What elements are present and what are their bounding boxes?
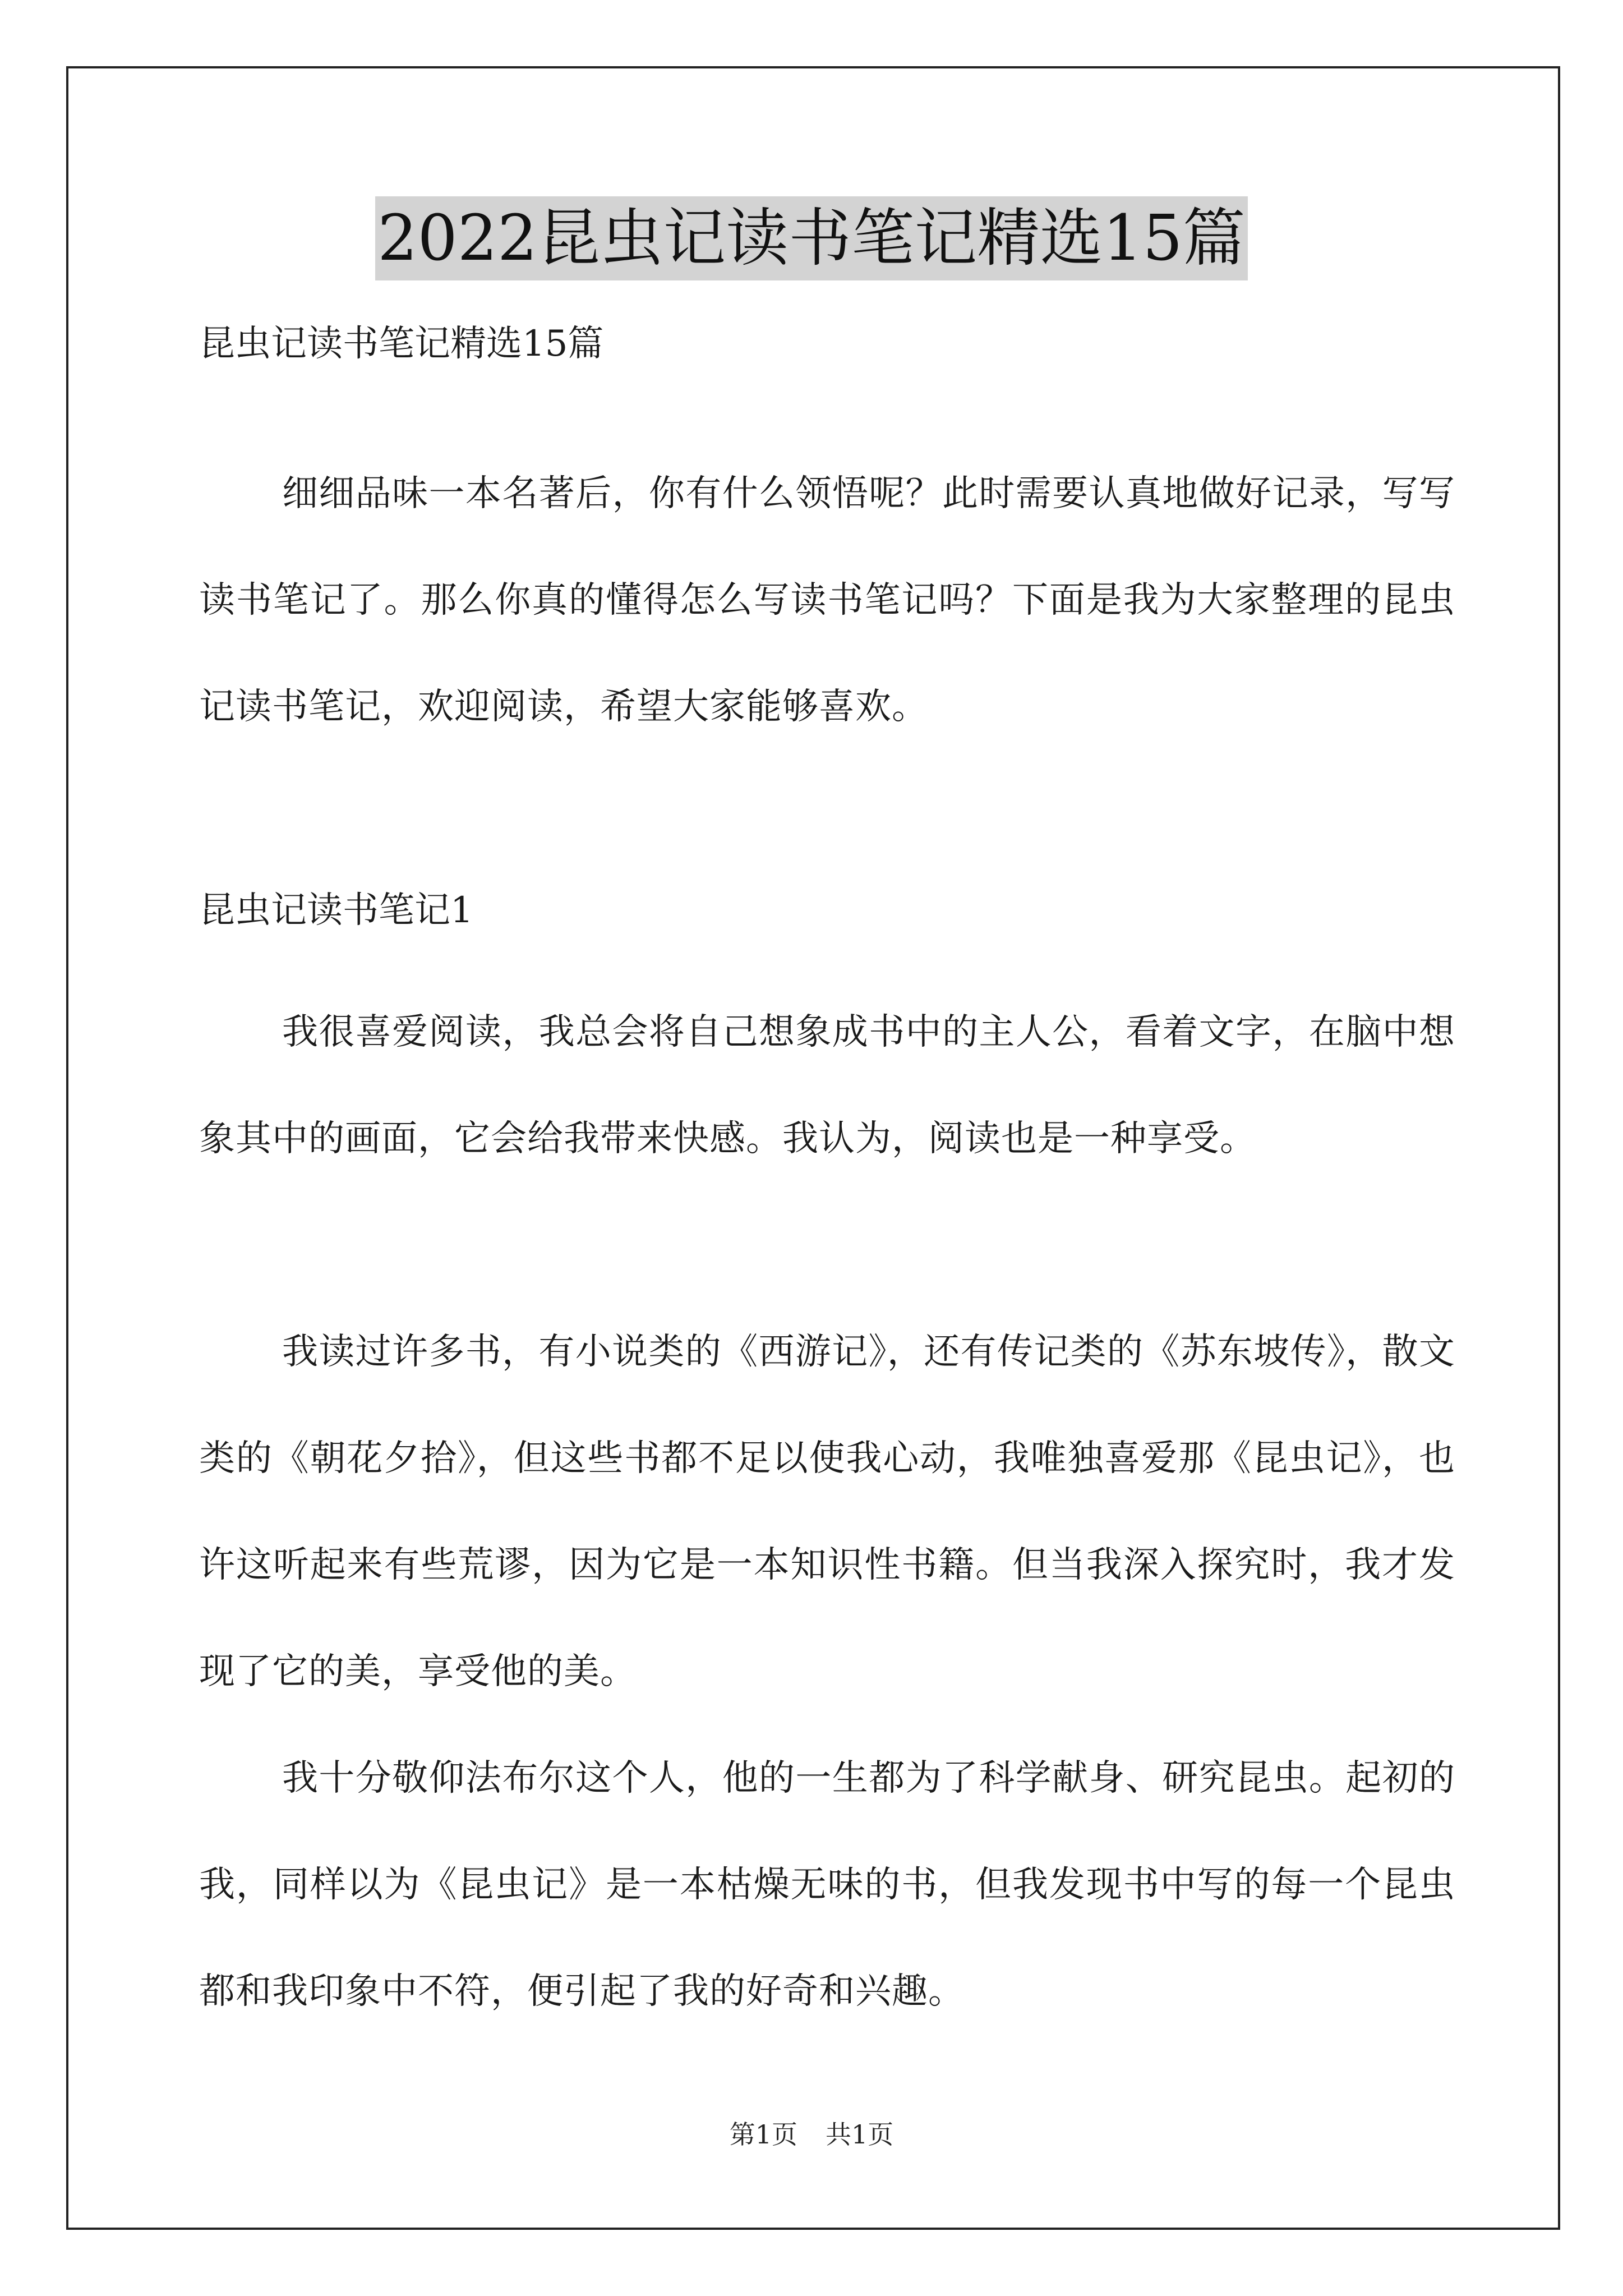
intro-paragraph: 细细品味一本名著后，你有什么领悟呢？此时需要认真地做好记录，写写读书笔记了。那么你真的懂得怎么写读书笔记吗？下面是我为大家整理的昆虫记读书笔记，欢迎阅读，希望大家能够喜欢。 — [199, 473, 1455, 728]
page-footer — [0, 2118, 1623, 2151]
page-total: 共1页 — [826, 2119, 894, 2150]
section-heading: 昆虫记读书笔记1 — [199, 890, 473, 931]
body-paragraph-1: 我很喜爱阅读，我总会将自己想象成书中的主人公，看着文字，在脑中想象其中的画面，它会给我带来快感。我认为，阅读也是一种享受。 — [199, 1011, 1455, 1159]
body-paragraph-3: 我十分敬仰法布尔这个人，他的一生都为了科学献身、研究昆虫。起初的我，同样以为《昆虫记》是一本枯燥无味的书，但我发现书中写的每一个昆虫都和我印象中不符，便引起了我的好奇和兴趣。 — [199, 1757, 1455, 2012]
page-number: 第1页 — [729, 2119, 797, 2150]
title-container — [0, 196, 1623, 280]
document-subtitle: 昆虫记读书笔记精选15篇 — [199, 323, 604, 365]
body-paragraph-2: 我读过许多书，有小说类的《西游记》，还有传记类的《苏东坡传》，散文类的《朝花夕拾》，但这些书都不足以使我心动，我唯独喜爱那《昆虫记》，也许这听起来有些荒谬，因为它是一本知识性书籍。但当我深入探究时，我才发现了它的美，享受他的美。 — [199, 1331, 1455, 1692]
document-title: 2022昆虫记读书笔记精选15篇 — [375, 196, 1248, 280]
